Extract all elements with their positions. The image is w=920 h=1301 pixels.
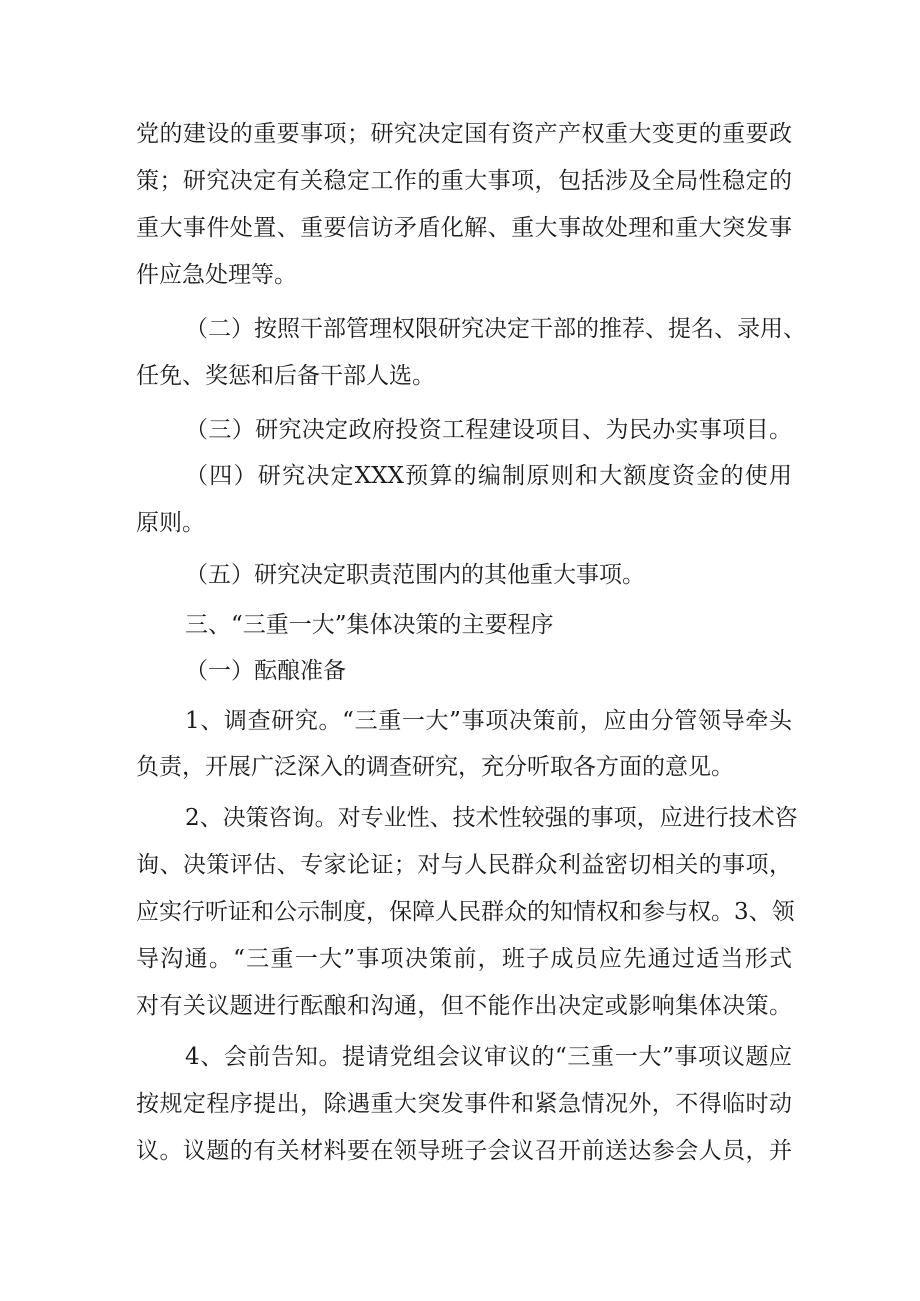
- text-line: 2、决策咨询。对专业性、技术性较强的事项，应进行技术咨: [185, 805, 798, 831]
- text-line: （四）研究决定XXX预算的编制原则和大额度资金的使用: [185, 463, 792, 489]
- text-line: （三）研究决定政府投资工程建设项目、为民办实事项目。: [185, 417, 792, 443]
- text-line: 重大事件处置、重要信访矛盾化解、重大事故处理和重大突发事: [136, 215, 792, 241]
- subsection-heading: （一）酝酿准备: [185, 658, 346, 684]
- section-heading: 三、“三重一大”集体决策的主要程序: [185, 612, 554, 638]
- text-line: 党的建设的重要事项；研究决定国有资产产权重大变更的重要政: [136, 121, 792, 147]
- text-line: 按规定程序提出，除遇重大突发事件和紧急情况外，不得临时动: [136, 1091, 792, 1117]
- text-line: 任免、奖惩和后备干部人选。: [136, 363, 435, 389]
- text-line: 应实行听证和公示制度，保障人民群众的知情权和参与权。3、领: [136, 899, 795, 925]
- text-line: （五）研究决定职责范围内的其他重大事项。: [185, 562, 645, 588]
- text-line: 议。议题的有关材料要在领导班子会议召开前送达参会人员，并: [136, 1138, 792, 1164]
- text-line: 原则。: [136, 510, 205, 536]
- text-line: 询、决策评估、专家论证；对与人民群众利益密切相关的事项，: [136, 852, 792, 878]
- text-line: 1、调查研究。“三重一大”事项决策前，应由分管领导牵头: [185, 708, 792, 734]
- text-line: 导沟通。“三重一大”事项决策前，班子成员应先通过适当形式: [136, 946, 792, 972]
- text-line: 策；研究决定有关稳定工作的重大事项，包括涉及全局性稳定的: [136, 168, 792, 194]
- text-line: （二）按照干部管理权限研究决定干部的推荐、提名、录用、: [185, 316, 806, 342]
- text-line: 对有关议题进行酝酿和沟通，但不能作出决定或影响集体决策。: [136, 993, 792, 1019]
- text-line: 负责，开展广泛深入的调查研究，充分听取各方面的意见。: [136, 754, 734, 780]
- text-line: 4、会前告知。提请党组会议审议的“三重一大”事项议题应: [185, 1044, 792, 1070]
- text-line: 件应急处理等。: [136, 262, 297, 288]
